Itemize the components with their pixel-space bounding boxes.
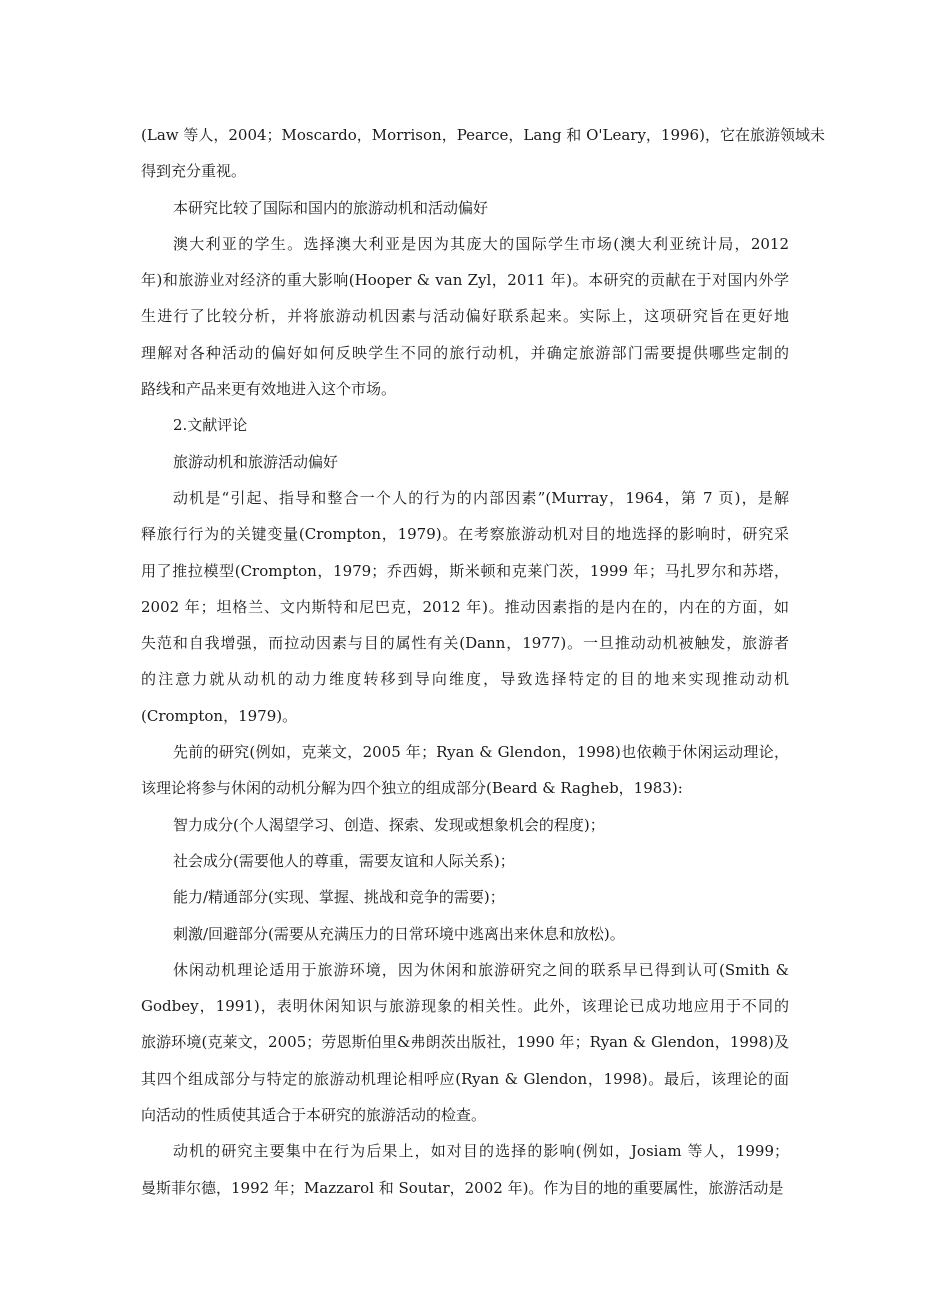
- text-line: 释旅行行为的关键变量(Crompton，1979)。在考察旅游动机对目的地选择的影响时，研究采: [141, 525, 789, 544]
- text-line: 年)和旅游业对经济的重大影响(Hooper & van Zyl，2011 年)。本研究的贡献在于对国内外学: [141, 271, 789, 290]
- text-line: 的注意力就从动机的动力维度转移到导向维度，导致选择特定的目的地来实现推动动机: [141, 670, 789, 689]
- text-line: 社会成分(需要他人的尊重，需要友谊和人际关系)；: [173, 851, 515, 870]
- text-line: 得到充分重视。: [141, 162, 247, 181]
- text-line: 本研究比较了国际和国内的旅游动机和活动偏好: [173, 198, 489, 217]
- body-text: [141, 117, 825, 1206]
- paragraph: [141, 407, 789, 443]
- text-line: 2002 年；坦格兰、文内斯特和尼巴克，2012 年)。推动因素指的是内在的，内在的方面，如: [141, 597, 789, 616]
- text-line: 其四个组成部分与特定的旅游动机理论相呼应(Ryan & Glendon，1998)。最后，该理论的面: [141, 1069, 789, 1088]
- paragraph: [141, 807, 789, 843]
- text-line: 2.文献评论: [173, 416, 248, 435]
- text-line: 先前的研究(例如，克莱文，2005 年；Ryan & Glendon，1998)也依赖于休闲运动理论，: [173, 743, 789, 762]
- paragraph: [141, 879, 789, 915]
- text-line: 理解对各种活动的偏好如何反映学生不同的旅行动机，并确定旅游部门需要提供哪些定制的: [141, 343, 789, 362]
- text-line: 失范和自我增强，而拉动因素与目的属性有关(Dann，1977)。一旦推动动机被触发，旅游者: [141, 634, 789, 653]
- text-line: 曼斯菲尔德，1992 年；Mazzarol 和 Soutar，2002 年)。作为目的地的重要属性，旅游活动是: [141, 1178, 784, 1197]
- text-line: 旅游环境(克莱文，2005；劳恩斯伯里&弗朗茨出版社，1990 年；Ryan & Glendon，1998)及: [141, 1033, 789, 1052]
- paragraph: [141, 117, 825, 190]
- paragraph: [141, 1133, 789, 1206]
- text-line: 该理论将参与休闲的动机分解为四个独立的组成部分(Beard & Ragheb，1983):: [141, 779, 683, 798]
- text-line: (Crompton，1979)。: [141, 706, 298, 725]
- paragraph: [141, 952, 789, 1133]
- paragraph: [141, 916, 789, 952]
- text-line: 能力/精通部分(实现、掌握、挑战和竞争的需要)；: [173, 888, 505, 907]
- text-line: 动机的研究主要集中在行为后果上，如对目的选择的影响(例如，Josiam 等人，1999；: [173, 1142, 789, 1161]
- text-line: 休闲动机理论适用于旅游环境，因为休闲和旅游研究之间的联系早已得到认可(Smith &: [173, 960, 789, 979]
- text-line: 刺激/回避部分(需要从充满压力的日常环境中逃离出来休息和放松)。: [173, 924, 625, 943]
- text-line: (Law 等人，2004；Moscardo，Morrison，Pearce，Lang 和 O'Leary，1996)，它在旅游领域未: [141, 126, 825, 144]
- text-line: 智力成分(个人渴望学习、创造、探索、发现或想象机会的程度)；: [173, 815, 605, 834]
- paragraph: [141, 190, 789, 226]
- paragraph: [141, 734, 789, 807]
- text-line: 生进行了比较分析，并将旅游动机因素与活动偏好联系起来。实际上，这项研究旨在更好地: [141, 307, 789, 326]
- text-line: 澳大利亚的学生。选择澳大利亚是因为其庞大的国际学生市场(澳大利亚统计局，2012: [173, 234, 789, 253]
- paragraph: [141, 843, 789, 879]
- paragraph: [141, 226, 789, 407]
- paragraph: [141, 480, 789, 734]
- text-line: 向活动的性质使其适合于本研究的旅游活动的检查。: [141, 1106, 487, 1125]
- text-line: 用了推拉模型(Crompton，1979；乔西姆，斯米顿和克莱门茨，1999 年；马扎罗尔和苏塔，: [141, 561, 789, 580]
- text-line: 动机是“引起、指导和整合一个人的行为的内部因素”(Murray，1964，第 7 页)，是解: [173, 488, 789, 507]
- text-line: 旅游动机和旅游活动偏好: [173, 452, 339, 471]
- text-line: Godbey，1991)，表明休闲知识与旅游现象的相关性。此外，该理论已成功地应用于不同的: [141, 997, 789, 1016]
- text-line: 路线和产品来更有效地进入这个市场。: [141, 380, 397, 399]
- paragraph: [141, 444, 789, 480]
